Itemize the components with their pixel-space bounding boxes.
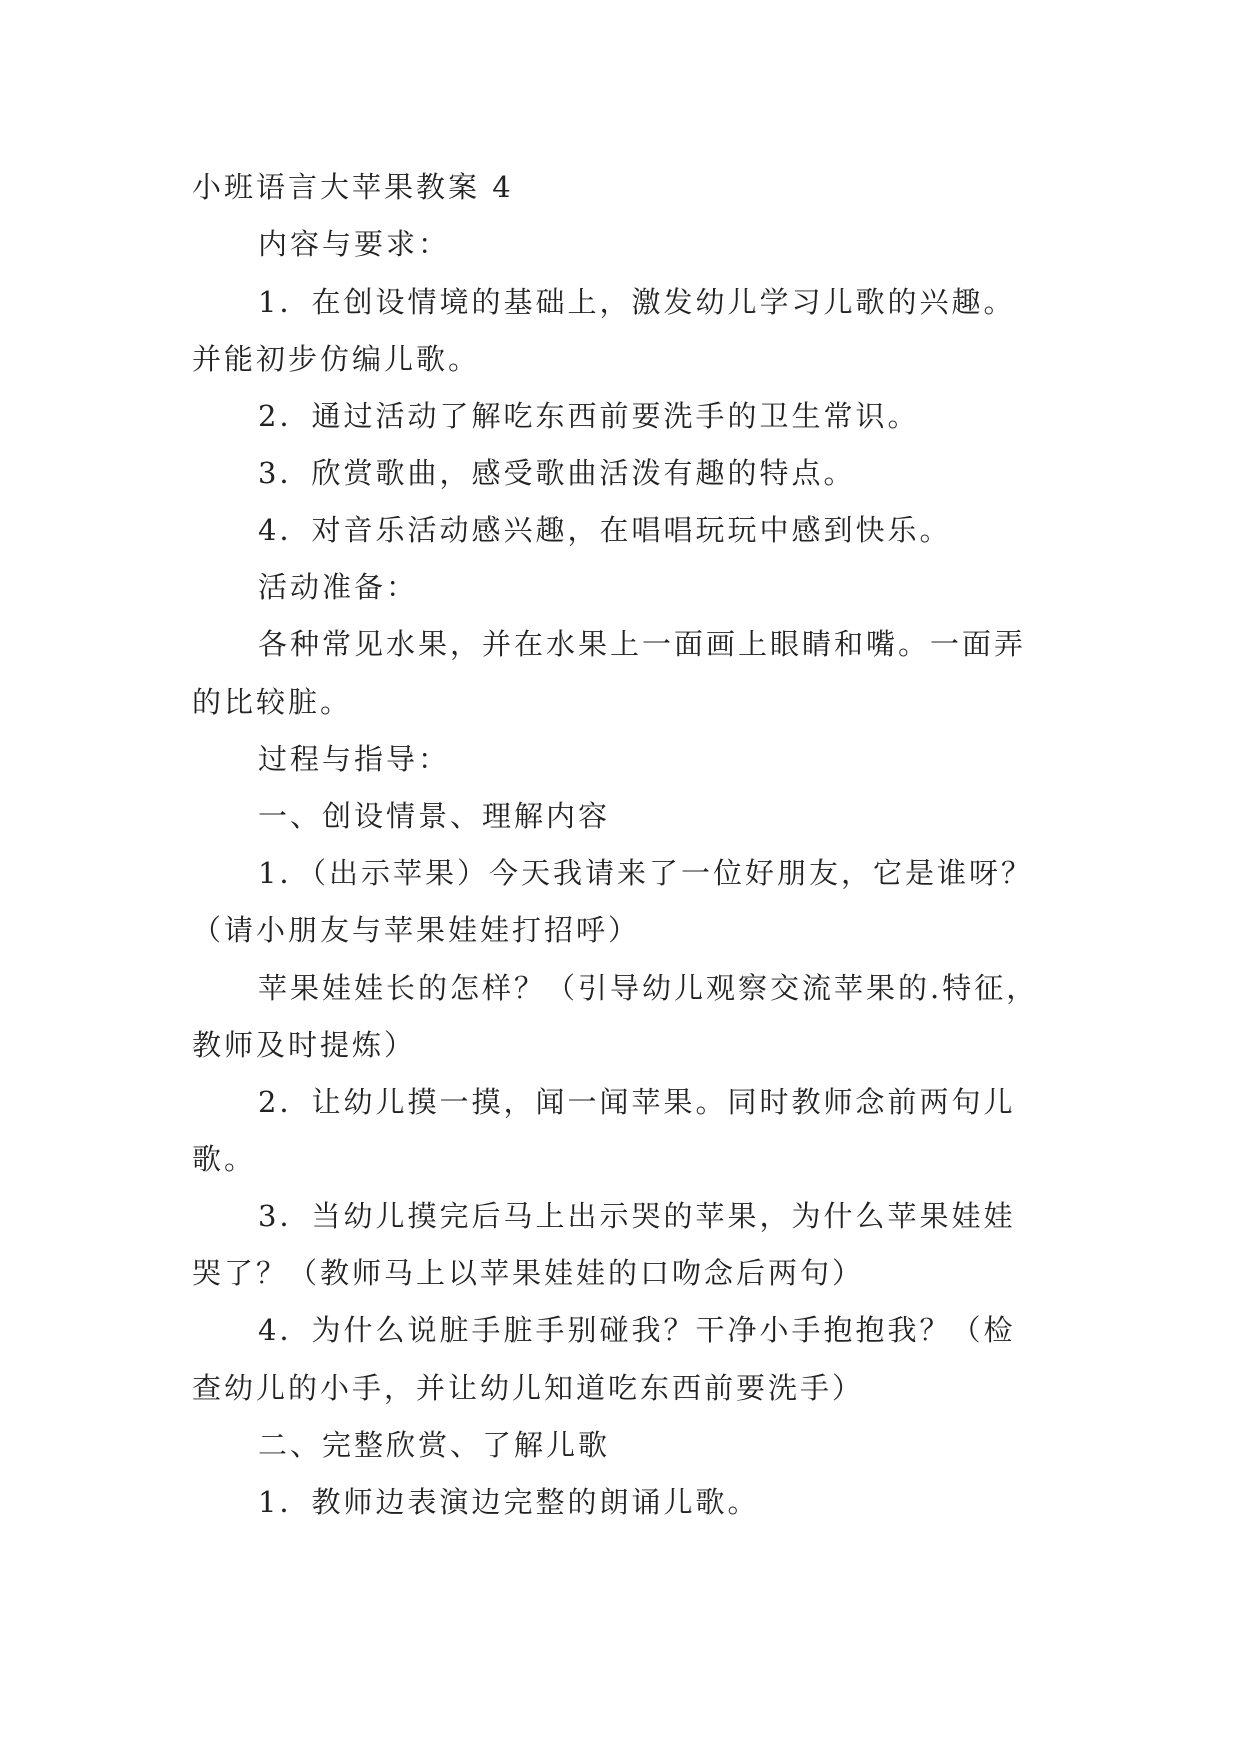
document-title: 小班语言大苹果教案 4 bbox=[192, 170, 514, 204]
paragraph-line: 教师及时提炼） bbox=[192, 1028, 417, 1062]
paragraph-line: 1．教师边表演边完整的朗诵儿歌。 bbox=[258, 1485, 760, 1519]
paragraph-line: 1．在创设情境的基础上，激发幼儿学习儿歌的兴趣。 bbox=[258, 285, 1016, 319]
subsection-heading: 二、完整欣赏、了解儿歌 bbox=[258, 1428, 611, 1462]
paragraph-line: 3．欣赏歌曲，感受歌曲活泼有趣的特点。 bbox=[258, 456, 856, 490]
subsection-heading: 一、创设情景、理解内容 bbox=[258, 799, 611, 833]
paragraph-line: 4．对音乐活动感兴趣，在唱唱玩玩中感到快乐。 bbox=[258, 513, 952, 547]
section-heading-process: 过程与指导： bbox=[258, 742, 451, 776]
paragraph-line: 1．（出示苹果）今天我请来了一位好朋友，它是谁呀？ bbox=[258, 856, 1033, 890]
paragraph-line: 各种常见水果，并在水果上一面画上眼睛和嘴。一面弄 bbox=[258, 627, 1027, 661]
paragraph-line: 4．为什么说脏手脏手别碰我？干净小手抱抱我？（检 bbox=[258, 1313, 1016, 1347]
paragraph-line: 3．当幼儿摸完后马上出示哭的苹果，为什么苹果娃娃 bbox=[258, 1199, 1016, 1233]
paragraph-line: 并能初步仿编儿歌。 bbox=[192, 342, 481, 376]
section-heading-preparation: 活动准备： bbox=[258, 570, 419, 604]
paragraph-line: 2．通过活动了解吃东西前要洗手的卫生常识。 bbox=[258, 399, 920, 433]
paragraph-line: 苹果娃娃长的怎样？（引导幼儿观察交流苹果的.特征， bbox=[258, 971, 1039, 1005]
paragraph-line: 2．让幼儿摸一摸，闻一闻苹果。同时教师念前两句儿 bbox=[258, 1085, 1016, 1119]
paragraph-line: （请小朋友与苹果娃娃打招呼） bbox=[192, 913, 641, 947]
section-heading-content-requirements: 内容与要求： bbox=[258, 227, 451, 261]
paragraph-line: 查幼儿的小手，并让幼儿知道吃东西前要洗手） bbox=[192, 1371, 865, 1405]
paragraph-line: 哭了？（教师马上以苹果娃娃的口吻念后两句） bbox=[192, 1256, 865, 1290]
paragraph-line: 的比较脏。 bbox=[192, 685, 353, 719]
paragraph-line: 歌。 bbox=[192, 1142, 257, 1176]
